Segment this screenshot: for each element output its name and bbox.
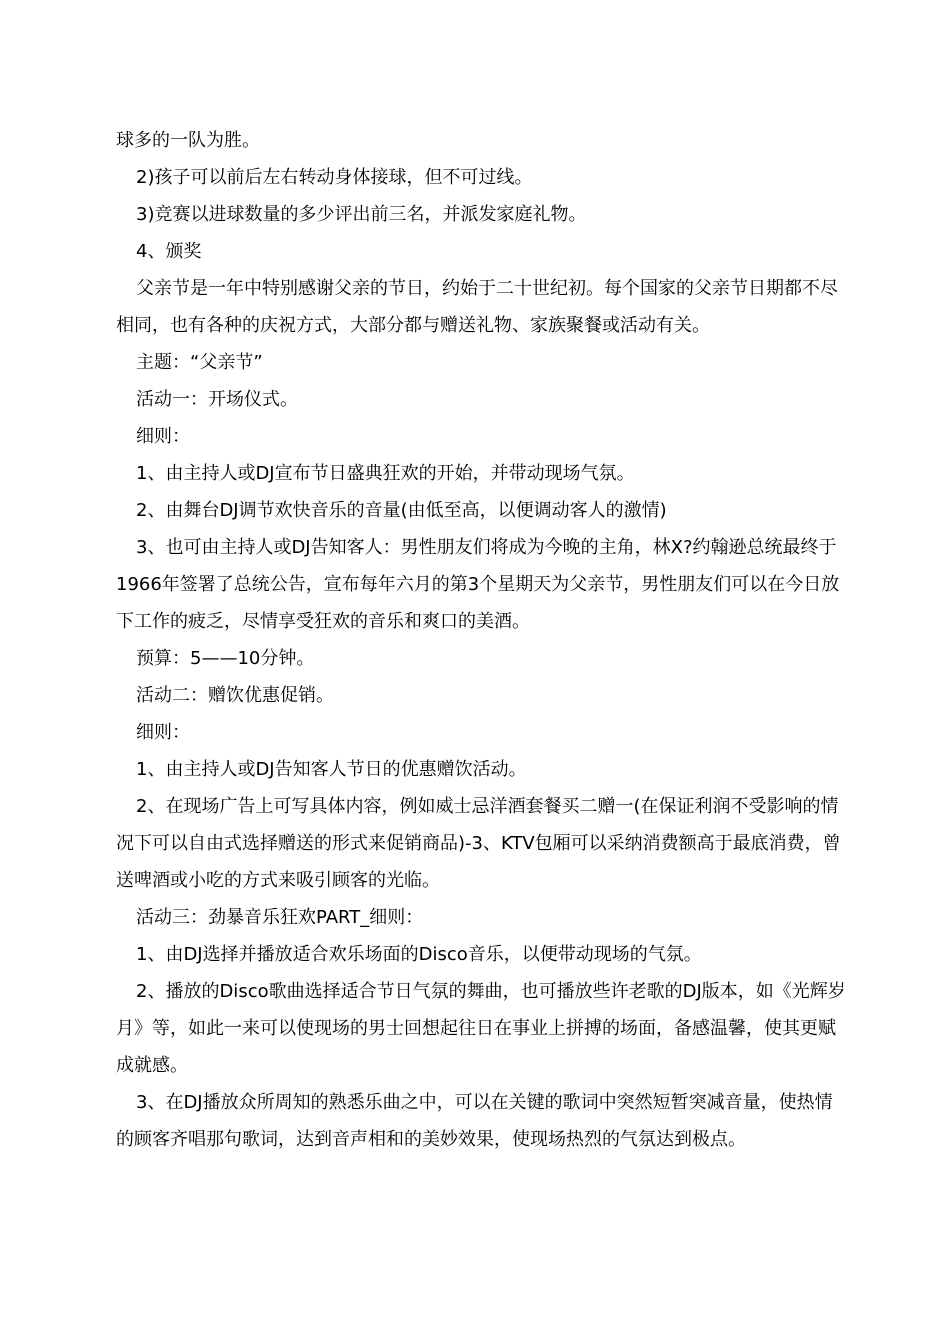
paragraph: 活动一：开场仪式。	[136, 389, 298, 410]
document-body	[116, 122, 846, 1158]
paragraph: 活动二：赠饮优惠促销。	[136, 685, 334, 706]
paragraph: 主题：“父亲节”	[136, 352, 263, 373]
paragraph: 3、也可由主持人或DJ告知客人：男性朋友们将成为今晚的主角，林X?约翰逊总统最终于1966年签署了总统公告，宣布每年六月的第3个星期天为父亲节，男性朋友们可以在今日放下工作的疲乏，尽情享受狂欢的音乐和爽口的美酒。	[116, 537, 840, 632]
paragraph: 球多的一队为胜。	[116, 130, 260, 151]
paragraph: 父亲节是一年中特别感谢父亲的节日，约始于二十世纪初。每个国家的父亲节日期都不尽相同，也有各种的庆祝方式，大部分都与赠送礼物、家族聚餐或活动有关。	[116, 278, 838, 336]
paragraph: 细则：	[136, 722, 190, 743]
paragraph: 2、由舞台DJ调节欢快音乐的音量(由低至高，以便调动客人的激情)	[136, 500, 667, 521]
paragraph: 2)孩子可以前后左右转动身体接球，但不可过线。	[136, 167, 533, 188]
paragraph: 1、由DJ选择并播放适合欢乐场面的Disco音乐，以便带动现场的气氛。	[136, 944, 702, 965]
paragraph: 活动三：劲暴音乐狂欢PART_细则：	[136, 907, 424, 928]
paragraph: 细则：	[136, 426, 190, 447]
paragraph: 1、由主持人或DJ宣布节日盛典狂欢的开始，并带动现场气氛。	[136, 463, 635, 484]
paragraph: 2、播放的Disco歌曲选择适合节日气氛的舞曲，也可播放些许老歌的DJ版本，如《光辉岁月》等，如此一来可以使现场的男士回想起往日在事业上拼搏的场面，备感温馨，使其更赋成就感。	[116, 981, 846, 1076]
paragraph: 2、在现场广告上可写具体内容，例如威士忌洋酒套餐买二赠一(在保证利润不受影响的情况下可以自由式选择赠送的形式来促销商品)-3、KTV包厢可以采纳消费额高于最底消费，曾送啤酒或小吃的方式来吸引顾客的光临。	[116, 796, 841, 891]
paragraph: 预算：5——10分钟。	[136, 648, 315, 669]
paragraph: 4、颁奖	[136, 241, 202, 262]
paragraph: 1、由主持人或DJ告知客人节日的优惠赠饮活动。	[136, 759, 527, 780]
paragraph: 3、在DJ播放众所周知的熟悉乐曲之中，可以在关键的歌词中突然短暂突减音量，使热情的顾客齐唱那句歌词，达到音声相和的美妙效果，使现场热烈的气氛达到极点。	[116, 1092, 833, 1150]
paragraph: 3)竞赛以进球数量的多少评出前三名，并派发家庭礼物。	[136, 204, 587, 225]
